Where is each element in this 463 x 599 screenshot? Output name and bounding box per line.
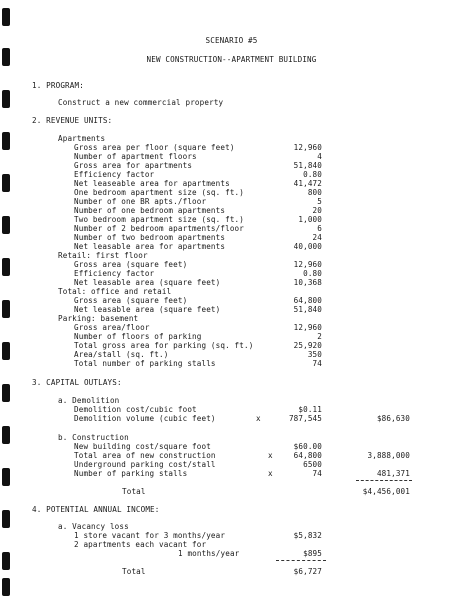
binder-hole — [2, 258, 10, 276]
list-item-label: Number of apartment floors — [74, 152, 197, 161]
binder-hole — [2, 90, 10, 108]
binder-hole — [2, 300, 10, 318]
vacancy-row-label: 1 store vacant for 3 months/year — [74, 531, 226, 540]
list-item-label: Number of one bedroom apartments — [74, 206, 226, 215]
vacancy-row-value: $5,832 — [293, 531, 322, 540]
list-item-value: 5 — [317, 197, 322, 206]
capital-total-value: $4,456,001 — [362, 487, 410, 496]
list-item-label: Efficiency factor — [74, 269, 155, 278]
list-item-value: 1,000 — [298, 215, 322, 224]
apartments-label: Apartments — [58, 134, 106, 143]
binder-hole — [2, 578, 10, 596]
list-item-value: 787,545 — [288, 414, 322, 423]
list-item-label: Number of two bedroom apartments — [74, 233, 226, 242]
list-item-value: 800 — [307, 188, 322, 197]
scenario-heading: SCENARIO #5 — [205, 36, 258, 45]
list-item-label: Gross area per floor (square feet) — [74, 143, 235, 152]
vacancy-row-label: 2 apartments each vacant for — [74, 540, 207, 549]
income-heading: 4. POTENTIAL ANNUAL INCOME: — [32, 505, 160, 514]
capital-heading: 3. CAPITAL OUTLAYS: — [32, 378, 122, 387]
total-divider — [276, 560, 326, 561]
list-item-value: 12,960 — [293, 323, 322, 332]
list-item-value: 25,920 — [293, 341, 322, 350]
list-item-value: 20 — [312, 206, 322, 215]
list-item-label: Number of parking stalls — [74, 469, 188, 478]
binder-holes — [0, 0, 14, 599]
list-item-label: Gross area (square feet) — [74, 260, 188, 269]
capital-total-label: Total — [122, 487, 146, 496]
list-item-label: Total gross area for parking (sq. ft.) — [74, 341, 254, 350]
binder-hole — [2, 468, 10, 486]
program-text: Construct a new commercial property — [58, 98, 224, 107]
list-item-label: Efficiency factor — [74, 170, 155, 179]
list-item-label: Two bedroom apartment size (sq. ft.) — [74, 215, 244, 224]
vacancy-loss-label: a. Vacancy loss — [58, 522, 129, 531]
list-item-value: 64,800 — [293, 296, 322, 305]
list-item-value: 41,472 — [293, 179, 322, 188]
document-title: NEW CONSTRUCTION--APARTMENT BUILDING — [146, 55, 317, 64]
list-item-label: Number of one BR apts./floor — [74, 197, 207, 206]
vacancy-row-value: $895 — [303, 549, 322, 558]
multiply-sign: x — [268, 469, 273, 478]
list-item-label: Gross area for apartments — [74, 161, 193, 170]
list-item-value: 2 — [317, 332, 322, 341]
list-item-label: Total area of new construction — [74, 451, 216, 460]
line-total: 3,888,000 — [367, 451, 410, 460]
multiply-sign: x — [256, 414, 261, 423]
line-total: 481,371 — [376, 469, 410, 478]
list-item-value: 51,840 — [293, 305, 322, 314]
list-item-label: Demolition volume (cubic feet) — [74, 414, 216, 423]
total-office-retail-label: Total: office and retail — [58, 287, 172, 296]
list-item-label: Net leasable area (square feet) — [74, 278, 221, 287]
list-item-label: Number of 2 bedroom apartments/floor — [74, 224, 244, 233]
line-total: $86,630 — [376, 414, 410, 423]
multiply-sign: x — [268, 451, 273, 460]
income-total-value: $6,727 — [293, 567, 322, 576]
demolition-label: a. Demolition — [58, 396, 120, 405]
list-item-label: Gross area/floor — [74, 323, 150, 332]
binder-hole — [2, 174, 10, 192]
list-item-value: 24 — [312, 233, 322, 242]
parking-label: Parking: basement — [58, 314, 139, 323]
list-item-label: Net leaseable area for apartments — [74, 179, 230, 188]
binder-hole — [2, 426, 10, 444]
list-item-value: 0.80 — [303, 269, 322, 278]
list-item-label: Total number of parking stalls — [74, 359, 216, 368]
list-item-value: 74 — [312, 359, 322, 368]
list-item-value: 51,840 — [293, 161, 322, 170]
list-item-value: 74 — [312, 469, 322, 478]
list-item-value: 40,000 — [293, 242, 322, 251]
binder-hole — [2, 216, 10, 234]
list-item-label: Gross area (square feet) — [74, 296, 188, 305]
list-item-label: Net leasable area (square feet) — [74, 305, 221, 314]
binder-hole — [2, 8, 10, 26]
list-item-value: 10,368 — [293, 278, 322, 287]
binder-hole — [2, 342, 10, 360]
program-heading: 1. PROGRAM: — [32, 81, 84, 90]
list-item-value: 6 — [317, 224, 322, 233]
income-total-label: Total — [122, 567, 146, 576]
list-item-value: $60.00 — [293, 442, 322, 451]
list-item-value: 350 — [307, 350, 322, 359]
list-item-label: Number of floors of parking — [74, 332, 202, 341]
binder-hole — [2, 510, 10, 528]
binder-hole — [2, 132, 10, 150]
list-item-value: 12,960 — [293, 143, 322, 152]
list-item-label: Underground parking cost/stall — [74, 460, 216, 469]
list-item-label: New building cost/square foot — [74, 442, 211, 451]
revenue-heading: 2. REVENUE UNITS: — [32, 116, 113, 125]
list-item-label: One bedroom apartment size (sq. ft.) — [74, 188, 244, 197]
list-item-value: 64,800 — [293, 451, 322, 460]
binder-hole — [2, 384, 10, 402]
list-item-value: 0.80 — [303, 170, 322, 179]
list-item-value: 12,960 — [293, 260, 322, 269]
list-item-value: 6500 — [303, 460, 322, 469]
vacancy-row-label: 1 months/year — [178, 549, 240, 558]
total-divider — [356, 480, 412, 481]
binder-hole — [2, 552, 10, 570]
list-item-label: Net leasable area for apartments — [74, 242, 226, 251]
list-item-label: Area/stall (sq. ft.) — [74, 350, 169, 359]
construction-label: b. Construction — [58, 433, 129, 442]
retail-label: Retail: first floor — [58, 251, 148, 260]
list-item-value: $0.11 — [298, 405, 322, 414]
list-item-label: Demolition cost/cubic foot — [74, 405, 197, 414]
list-item-value: 4 — [317, 152, 322, 161]
